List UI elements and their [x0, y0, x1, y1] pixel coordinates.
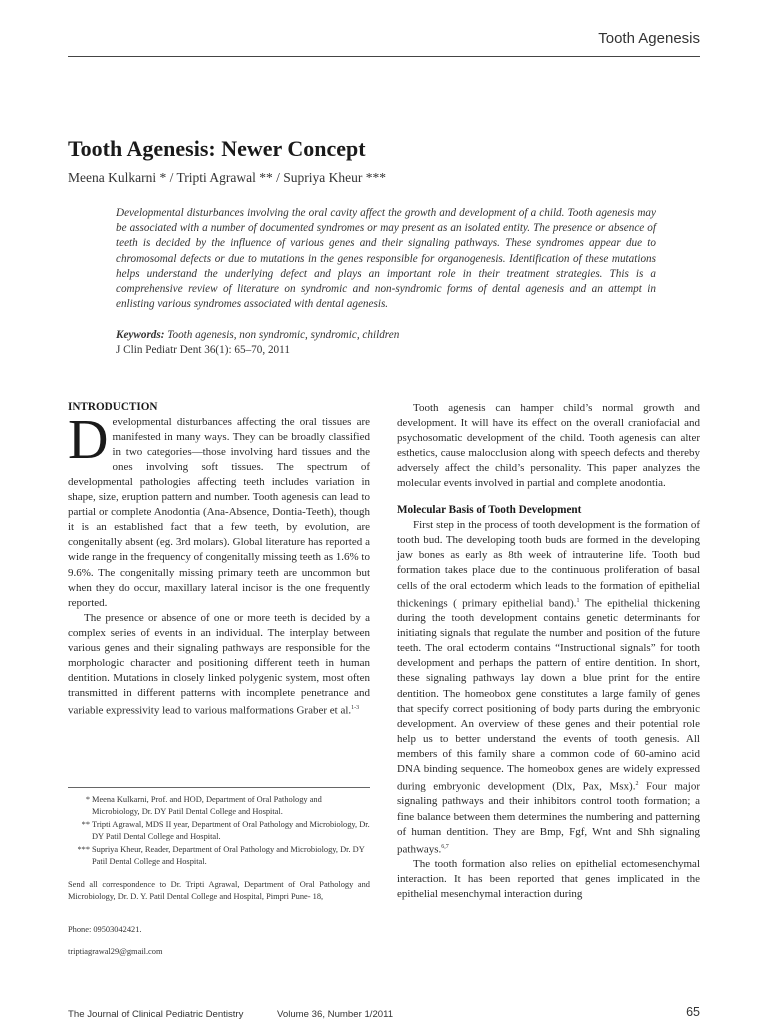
- keywords-text: Tooth agenesis, non syndromic, syndromic, children: [167, 329, 400, 341]
- page-number: 65: [686, 1005, 700, 1019]
- footnote-item: [68, 844, 370, 869]
- citation: J Clin Pediatr Dent 36(1): 65–70, 2011: [116, 344, 290, 356]
- section-heading-introduction: INTRODUCTION: [68, 401, 158, 413]
- header-rule: [68, 56, 700, 57]
- running-head: Tooth Agenesis: [598, 30, 700, 47]
- phone-number: Phone: 09503042421.: [68, 925, 142, 934]
- footnote-mark: *: [85, 795, 90, 804]
- author-footnotes: [68, 794, 370, 868]
- intro-paragraph-1: [68, 409, 370, 611]
- article-authors: Meena Kulkarni * / Tripti Agrawal ** / Supriya Kheur ***: [68, 170, 386, 185]
- right-paragraph-2-text-c: Four major signaling pathways and their inhibitors control tooth formation; a fine balance between them determines the numbering and patterning of human dentition. They are Bmp, Fgf, Wnt and Shh signaling pathways.: [397, 780, 700, 856]
- footer-journal-name: The Journal of Clinical Pediatric Dentistry: [68, 1009, 244, 1020]
- drop-cap: D: [68, 409, 109, 472]
- reference-superscript: 2: [635, 780, 639, 787]
- right-paragraph-2: [397, 518, 700, 857]
- footnote-text: Tripti Agrawal, MDS II year, Department of Oral Pathology and Microbiology, Dr. DY Patil Dental College and Hospital.: [92, 819, 370, 842]
- intro-paragraph-2-text: The presence or absence of one or more teeth is decided by a complex series of events in an individual. The interplay between various genes and their signaling pathways are responsible for the morphologic character and positioning different teeth in human dentition. Mutations in closely linked polygenic system, most often transmitted in different patterns with incomplete penetrance and variable expressivity lead to various malformations Graber et al.: [68, 611, 370, 717]
- footnote-item: [68, 819, 370, 844]
- section-heading-molecular-basis: Molecular Basis of Tooth Development: [397, 504, 582, 517]
- footnote-mark: **: [81, 819, 90, 829]
- reference-superscript: 1-3: [351, 704, 360, 711]
- footnote-text: Meena Kulkarni, Prof. and HOD, Department of Oral Pathology and Microbiology, Dr. DY Patil Dental College and Hospital.: [92, 795, 322, 817]
- right-paragraph-3: The tooth formation also relies on epithelial ectomesenchymal interaction. It has been reported that genes implicated in the epithelial mesenchymal interaction during: [397, 858, 700, 901]
- footnote-text: Supriya Kheur, Reader, Department of Oral Pathology and Microbiology, Dr. DY Patil Dental College and Hospital.: [92, 844, 365, 867]
- right-paragraph-2-text-a: First step in the process of tooth development is the formation of tooth bud. The developing tooth buds are formed in the developing jaw bones as early as 8th week of intrauterine life. Tooth bud formation takes place due to the continuous proliferation of basal cells of the oral ectoderm which leads to the formation of epithelial thickenings ( primary epithelial band).: [397, 519, 700, 610]
- right-column: [397, 401, 700, 902]
- reference-superscript: 1: [576, 597, 580, 604]
- email-address: triptiagrawal29@gmail.com: [68, 947, 163, 956]
- keywords: [116, 328, 676, 343]
- article-title: Tooth Agenesis: Newer Concept: [68, 136, 366, 161]
- right-paragraph-2-text-b: The epithelial thickening during the tooth development contains genetic determinants for initiating signals that regulate the number and position of the future teeth. The oral ectoderm contains “Instructional signals” for tooth development and perhaps the pattern of entire dentition. In short, these signaling pathways lay down a blue print for the entire dentition. The homeobox gene constitutes a large family of genes that specify correct positioning of body parts during the embryonic development. An overview of these genes and their potential role help us to better understand the events of tooth genesis. All members of this family share a common code of 60-amino acid DNA binding sequence. The homeobox genes are widely expressed during embryonic development (Dlx, Pax, Msx).: [397, 597, 701, 793]
- footer-volume: Volume 36, Number 1/2011: [277, 1009, 394, 1020]
- keywords-label: Keywords:: [116, 329, 165, 341]
- intro-paragraph-2: [68, 611, 370, 719]
- reference-superscript: 6,7: [441, 843, 449, 850]
- footnote-mark: ***: [77, 844, 90, 854]
- footnote-item: [68, 794, 370, 819]
- footnote-rule: [68, 787, 370, 788]
- right-paragraph-1: Tooth agenesis can hamper child’s normal growth and development. It will have its effect on the overall craniofacial and psychosomatic development of the child. Tooth agenesis can alter esthetics, cause malocclusion along with speech defects and thereby adversely affect the child’s personality. This paper analyzes the molecular events involved in partial and complete anodontia.: [397, 402, 700, 490]
- abstract: Developmental disturbances involving the oral cavity affect the growth and development of a child. Tooth agenesis may be associated with a number of documented syndromes or may present as an isolated entity. The presence or absence of teeth is decided by the influence of various genes and their signaling pathways. These syndromes appear due to chromosomal defects or due to mutations in the genes responsible for organogenesis. Identification of these mutations helps understand the underlying defect and plays an important role in their treatment strategies. This is a comprehensive review of literature on syndromic and non-syndromic forms of dental agenesis and an attempt in enlisting various syndromes associated with dental agenesis.: [116, 207, 656, 311]
- left-column: [68, 400, 370, 719]
- correspondence-note: Send all correspondence to Dr. Tripti Agrawal, Department of Oral Pathology and Microbiology, Dr. D. Y. Patil Dental College and Hospital, Pimpri Pune- 18,: [68, 880, 370, 902]
- intro-paragraph-1-text: evelopmental disturbances affecting the oral tissues are manifested in many ways. They can be broadly classified in two categories—those involving hard tissues and the ones involving soft tissues. The spectrum of developmental pathologies affecting teeth includes variation in shape, size, eruption pattern and number. Tooth agenesis can lead to partial or complete Anodontia (Ana-Absence, Dontia-Teeth), though it is an established fact that a few teeth, by evolution, are congenitally absent (eg. 3rd molars). Global literature has reported a wide range in the frequency of congenitally missing teeth as 1.6% to 9.6%. The congenitally missing primary teeth are uncommon but when they do occur, maxillary lateral incisor is the one frequently reported.: [68, 416, 370, 609]
